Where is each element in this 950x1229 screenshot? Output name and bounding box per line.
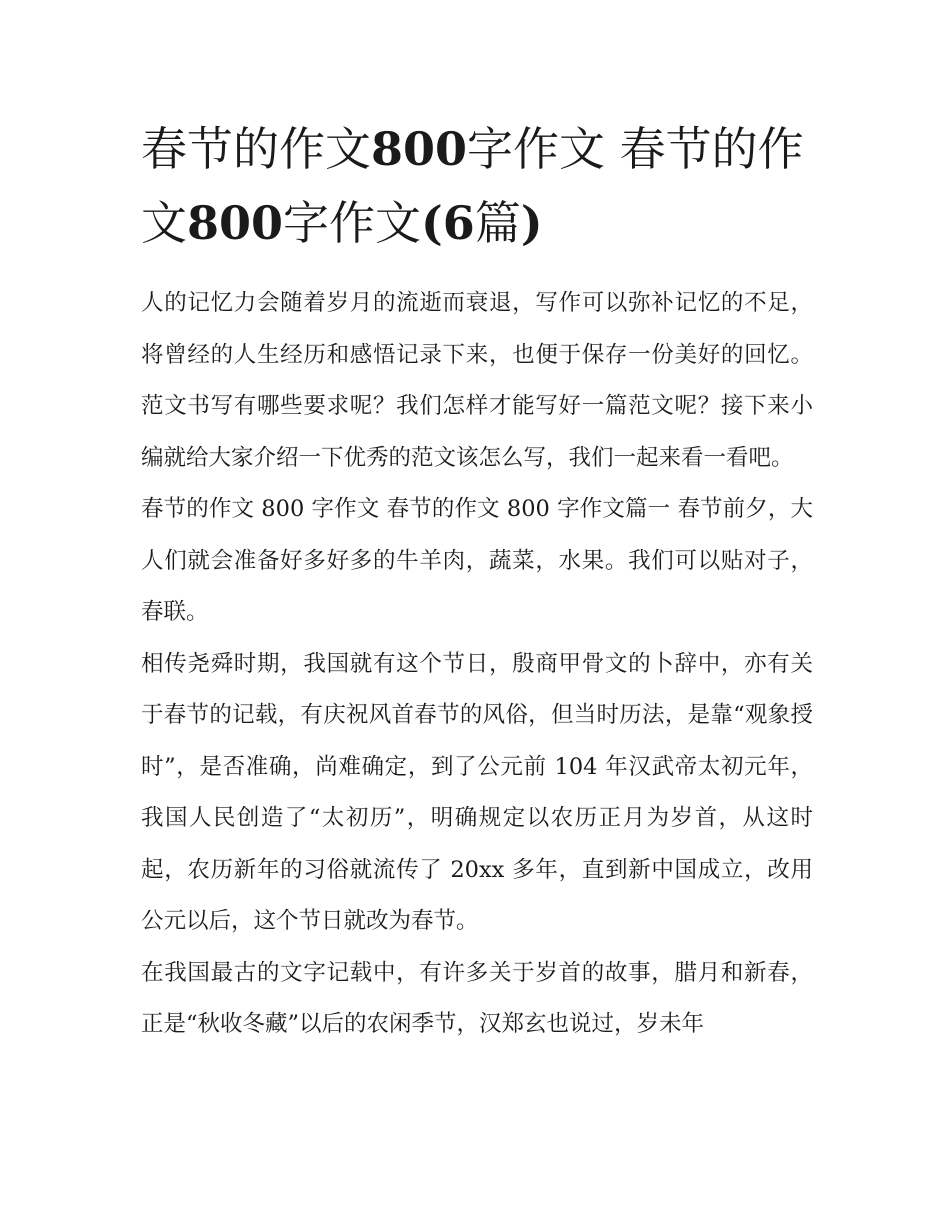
title-text-3: 字作文: [283, 196, 422, 250]
title-text-4: 篇: [474, 196, 521, 250]
document-title: [141, 112, 831, 260]
title-number-3: (6: [421, 196, 475, 250]
title-text-1: 春节的作文: [141, 122, 371, 176]
title-number-1: 800: [371, 122, 468, 176]
title-end: ): [520, 196, 543, 250]
paragraph-history: 相传尧舜时期，我国就有这个节日，殷商甲骨文的卜辞中，亦有关于春节的记载，有庆祝风首春节的风俗，但当时历法，是靠“观象授时”，是否准确，尚难确定，到了公元前 104 年汉武帝太初元年，我国人民创造了“太初历”，明确规定以农历正月为岁首，从这时起，农历新年的习俗就流传了 20xx 多年，直到新中国成立，改用公元以后，这个节日就改为春节。: [141, 650, 813, 934]
title-number-2: 800: [187, 196, 284, 250]
paragraph-intro: 人的记忆力会随着岁月的流逝而衰退，写作可以弥补记忆的不足，将曾经的人生经历和感悟记录下来，也便于保存一份美好的回忆。范文书写有哪些要求呢？我们怎样才能写好一篇范文呢？接下来小编就给大家介绍一下优秀的范文该怎么写，我们一起来看一看吧。: [141, 290, 813, 471]
paragraph-records: 在我国最古的文字记载中，有许多关于岁首的故事，腊月和新春，正是“秋收冬藏”以后的农闲季节，汉郑玄也说过，岁未年: [141, 959, 813, 1037]
title-text-2: 字作文 春节的作文: [141, 122, 804, 250]
paragraph-essay-one: 春节的作文 800 字作文 春节的作文 800 字作文篇一 春节前夕，大人们就会准备好多好多的牛羊肉，蔬菜，水果。我们可以贴对子，春联。: [141, 496, 813, 625]
